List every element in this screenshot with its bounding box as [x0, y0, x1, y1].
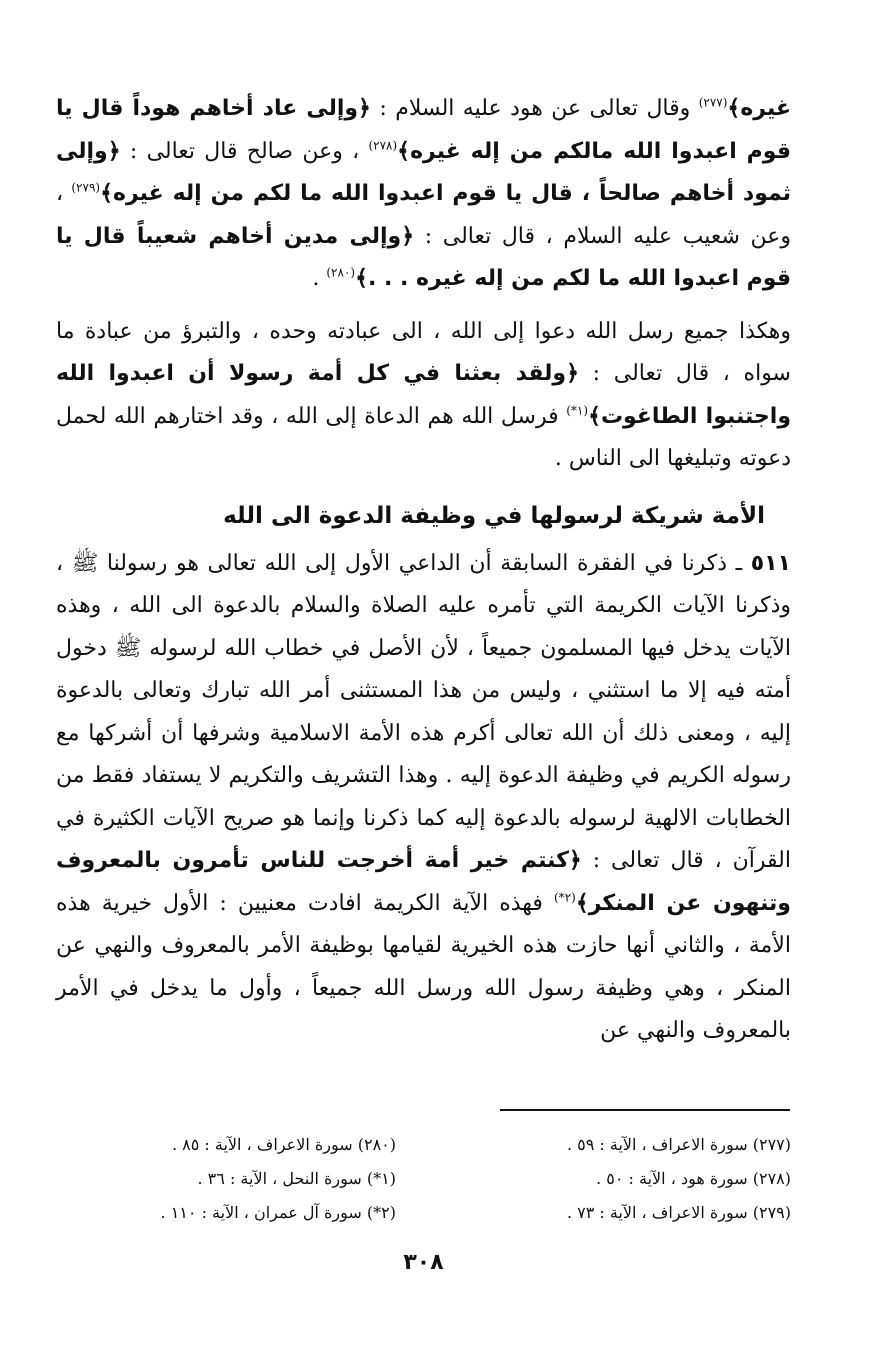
text-run: ـ ذكرنا في الفقرة السابقة أن الداعي الأول إلى الله تعالى هو رسولنا ﷺ ، وذكرنا الآيات الكريمة التي تأمره عليه الصلاة والسلام بالدعوة الى الله ، وهذه الآيات يدخل فيها المسلمون جميعاً ، لأن الأصل في خطاب الله لرسوله ﷺ دخول أمته فيه إلا ما استثني ، وليس من هذا المستثنى أمر الله تبارك وتعالى بالدعوة إليه ، ومعنى ذلك أن الله تعالى أكرم هذه الأمة الاسلامية وشرفها أن أشركها مع رسوله الكريم في وظيفة الدعوة إليه . وهذا التشريف والتكريم لا يستفاد فقط من الخطابات الالهية لرسوله بالدعوة إليه كما ذكرنا وإنما هو صريح الآيات الكثيرة في القرآن ، قال تعالى : — [56, 550, 792, 873]
footnote-star-1: (١*) سورة النحل ، الآية : ٣٦ . — [197, 1169, 396, 1188]
paragraph-1 — [56, 88, 791, 301]
quran-verse: ﴿ولقد بعثنا في كل أمة رسولا أن اعبدوا الله واجتنبوا الطاغوت﴾ — [56, 361, 791, 429]
footnote-marker: (٢٧٩) — [71, 180, 101, 195]
footnote-marker: (٢٧٨) — [368, 138, 398, 153]
footnote-marker: (٢*) — [554, 890, 576, 905]
footnote-divider — [500, 1109, 790, 1111]
paragraph-3 — [56, 543, 791, 1053]
section-heading: الأمة شريكة لرسولها في وظيفة الدعوة الى الله — [223, 502, 765, 529]
footnote-277: (٢٧٧) سورة الاعراف ، الآية : ٥٩ . — [566, 1135, 791, 1154]
footnote-280: (٢٨٠) سورة الاعراف ، الآية : ٨٥ . — [171, 1135, 396, 1154]
quran-verse: ﴾ — [727, 96, 741, 121]
page-number: ٣٠٨ — [403, 1250, 444, 1275]
paragraph-2 — [56, 311, 791, 481]
footnote-marker: (٢٨٠) — [326, 265, 356, 280]
footnote-marker: (٢٧٧) — [698, 95, 728, 110]
footnotes-right-column — [451, 1128, 791, 1230]
footnote-278: (٢٧٨) سورة هود ، الآية : ٥٠ . — [596, 1169, 791, 1188]
paragraph-number: ٥١١ — [750, 550, 791, 576]
quran-verse: ﴿كنتم خير أمة أخرجت للناس تأمرون بالمعروف وتنهون عن المنكر﴾ — [56, 848, 791, 916]
text-run: ، وعن صالح قال تعالى : — [120, 138, 369, 164]
quran-verse: ﴿وإلى ثمود أخاهم صالحاً ، قال يا قوم اعبدوا الله ما لكم من إله غيره﴾ — [56, 138, 791, 206]
quran-verse: ﴿وإلى مدين أخاهم شعيباً قال يا قوم اعبدوا الله ما لكم من إله غيره . . .﴾ — [56, 223, 791, 291]
footnote-279: (٢٧٩) سورة الاعراف ، الآية : ٧٣ . — [566, 1203, 791, 1222]
footnotes-left-column — [56, 1128, 396, 1230]
footnotes — [56, 1128, 791, 1230]
footnote-marker: (١*) — [566, 403, 589, 418]
text-run: فهذه الآية الكريمة افادت معنيين : الأول خيرية هذه الأمة ، والثاني أنها حازت هذه الخيرية لقيامها بوظيفة الأمر بالمعروف والنهي عن المنكر ، وهي وظيفة رسول الله ورسل الله جميعاً ، وأول ما يدخل في الأمر بالمعروف والنهي عن — [56, 890, 791, 1043]
text-run: ، وعن شعيب عليه السلام ، قال تعالى : — [56, 181, 791, 249]
text-run: فرسل الله هم الدعاة إلى الله ، وقد اختارهم الله لحمل دعوته وتبليغها الى الناس . — [56, 403, 791, 471]
quran-verse: غيره — [740, 96, 791, 121]
text-run: وهكذا جميع رسل الله دعوا إلى الله ، الى عبادته وحده ، والتبرؤ من عبادة ما سواه ، قال تعالى : — [56, 318, 791, 386]
text-run: . — [312, 266, 327, 291]
footnote-star-2: (٢*) سورة آل عمران ، الآية : ١١٠ . — [160, 1203, 396, 1222]
book-page — [56, 88, 791, 1328]
quran-verse: ﴿وإلى عاد أخاهم هوداً قال يا قوم اعبدوا الله مالكم من إله غيره﴾ — [56, 96, 791, 164]
text-run: وقال تعالى عن هود عليه السلام : — [370, 96, 699, 121]
